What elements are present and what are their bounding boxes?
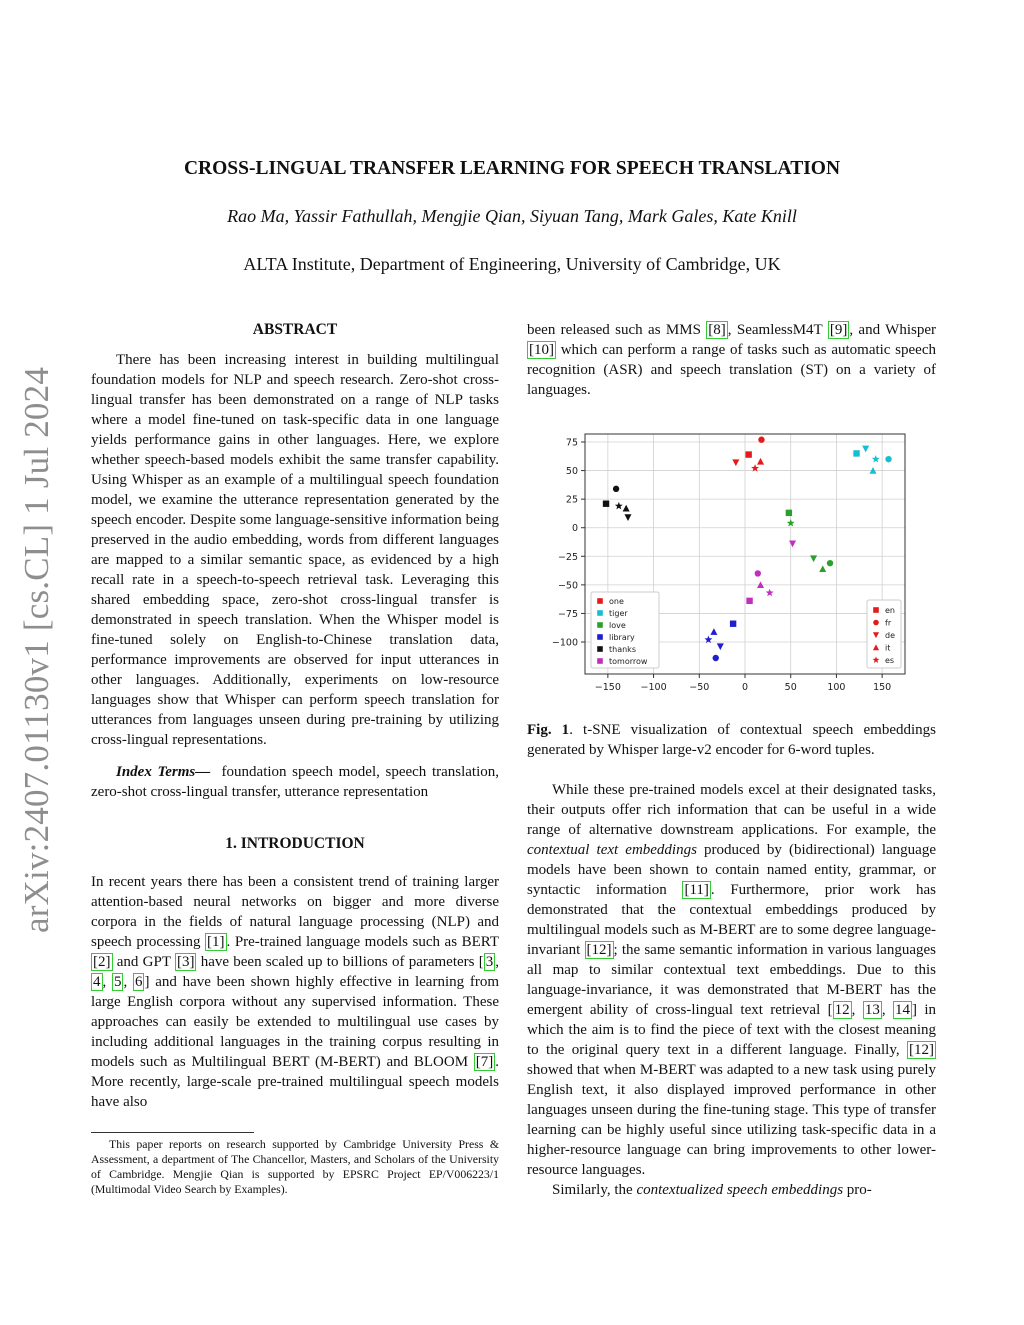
citation-link[interactable]: 12 — [834, 1002, 850, 1018]
point-library-fr — [713, 655, 719, 661]
y-tick-label: −100 — [551, 637, 578, 649]
citation-link[interactable]: [12] — [586, 942, 612, 958]
legend-label-fr: fr — [885, 618, 892, 628]
point-tiger-fr — [885, 456, 891, 462]
x-tick-label: −50 — [689, 682, 710, 693]
intro-heading: 1. INTRODUCTION — [225, 835, 365, 852]
citation-link[interactable]: [3] — [176, 954, 195, 970]
legend-label-tomorrow: tomorrow — [609, 657, 648, 666]
x-tick-label: 150 — [873, 682, 892, 693]
figure-caption: Fig. 1. t-SNE visualization of contextual speech embeddings generated by Whisper large-v2 encoder for 6-word tuples. — [527, 722, 936, 758]
x-tick-label: 50 — [784, 682, 797, 693]
legend-swatch-tiger — [597, 610, 603, 616]
y-tick-label: 25 — [565, 494, 578, 506]
point-one-en — [745, 451, 751, 457]
footnote-divider — [91, 1132, 254, 1133]
paper-affiliation: ALTA Institute, Department of Engineering, University of Cambridge, UK — [243, 254, 781, 274]
right-paragraph-2: Similarly, the contextualized speech embeddings pro- — [552, 1182, 872, 1198]
abstract-heading: ABSTRACT — [252, 321, 338, 338]
point-thanks-fr — [613, 486, 619, 492]
citation-link[interactable]: 13 — [864, 1002, 880, 1018]
abstract-text: There has been increasing interest in building multilingual foundation models for NLP and speech research. Zero-shot cross-lingual transfer has been demonstrated on a range of NLP tasks where a model fine-tuned on task-specific data in one language yields performance gains in other languages. Here, we explore whether speech-based models exhibit the same transfer capability. Using Whisper as an example of a multilingual speech foundation model, we examine the utterance representation generated by the speech encoder. Despite some language-sensitive information being preserved in the audio embedding, words from different languages are mapped to a similar semantic space, as evidenced by a high recall rate in a speech-to-speech retrieval task. Leveraging this shared embedding space, zero-shot cross-lingual transfer is demonstrated in speech translation. When the Whisper model is fine-tuned solely on English-to-Chinese translation data, performance improvements are observed for input utterances in other languages. Additionally, experiments on low-resource languages show that Whisper can perform speech translation for utterances from languages unseen during pre-training by utilizing cross-lingual representations. — [91, 352, 499, 748]
point-tomorrow-en — [746, 598, 752, 604]
legend-marker-fr — [873, 620, 879, 626]
legend-swatch-tomorrow — [597, 658, 603, 664]
caption-label: Fig. 1 — [527, 722, 570, 738]
legend-label-love: love — [609, 621, 626, 630]
citation-link[interactable]: 14 — [894, 1002, 910, 1018]
legend-languages — [867, 600, 901, 668]
point-library-en — [730, 621, 736, 627]
legend-label-it: it — [885, 643, 891, 653]
tsne-scatter-plot — [527, 424, 936, 714]
x-tick-label: 100 — [827, 682, 846, 693]
left-column — [91, 320, 499, 1197]
footnote: This paper reports on research supported by Cambridge University Press & Assessment, a department of The Chancellor, Masters, and Scholars of the University of Cambridge. Mengjie Qian is supported by EPSRC Project EP/V006223/1 (Multimodal Video Search by Examples). — [91, 1137, 499, 1196]
citation-link[interactable]: [2] — [93, 954, 111, 970]
x-tick-label: −100 — [640, 682, 667, 693]
citation-link[interactable]: [12] — [909, 1042, 934, 1058]
arxiv-stamp — [14, 366, 60, 934]
intro-paragraph: In recent years there has been a consistent trend of training larger attention-based neural networks on bigger and more diverse corpora in the fields of natural language processing (NLP) and speech processing [1] . Pre-trained language models such as BERT [2] and GPT [3] have been scaled up to billions of parameters [ 3 , 4 , 5 , 6 ] and have been shown highly effective in learning from large English corpora without any supervised information. These approaches can easily be extended to multilingual use cases by including additional languages in the training corpus resulting in models such as Multilingual BERT (M-BERT) and BLOOM [7] . More recently, large-scale pre-trained multilingual speech models have also — [91, 874, 499, 1110]
legend-marker-en — [873, 607, 879, 613]
legend-swatch-thanks — [597, 646, 603, 652]
citation-link[interactable]: [9] — [829, 322, 848, 338]
x-tick-label: 0 — [741, 682, 749, 693]
point-love-fr — [827, 560, 833, 566]
legend-label-es: es — [885, 656, 895, 665]
arxiv-id: arXiv:2407.01130v1 [cs.CL] 1 Jul 2024 — [17, 366, 56, 934]
point-tiger-en — [853, 450, 859, 456]
right-column — [527, 320, 936, 1200]
intro-continued: been released such as MMS [8] , SeamlessM4T [9] , and Whisper [10] which can perform a range of tasks such as automatic speech recognition (ASR) and speech translation (ST) on a variety of languages. — [527, 322, 936, 398]
citation-link[interactable]: [11] — [684, 882, 709, 898]
legend-label-de: de — [885, 631, 895, 640]
legend-label-thanks: thanks — [609, 645, 636, 654]
point-thanks-en — [603, 501, 609, 507]
citation-link[interactable]: 5 — [113, 974, 122, 990]
y-tick-label: 75 — [565, 437, 578, 449]
index-terms-text: foundation speech model, speech translation, zero-shot cross-lingual transfer, utterance representation — [91, 764, 500, 800]
legend-swatch-love — [597, 622, 603, 628]
citation-link[interactable]: 6 — [134, 974, 143, 990]
point-tomorrow-fr — [755, 570, 761, 576]
legend-words — [591, 592, 659, 668]
paper-authors: Rao Ma, Yassir Fathullah, Mengjie Qian, Siyuan Tang, Mark Gales, Kate Knill — [227, 206, 797, 226]
legend-label-library: library — [609, 633, 635, 642]
legend-swatch-library — [597, 634, 603, 640]
right-paragraph-1: While these pre-trained models excel at their designated tasks, their outputs offer rich information that can be useful in a wide range of alternative downstream applications. For example, the contextual text embeddings produced by (bidirectional) language models have been shown to contain named entity, grammar, or syntactic information [11] . Furthermore, prior work has demonstrated that the contextual embeddings produced by multilingual models such as M-BERT are to some degree language-invariant [12] ; the same semantic information in various languages all map to similar contextual text embeddings. Due to this language-invariance, it was demonstrated that M-BERT has the emergent ability of cross-lingual text retrieval [ 12 , 13 , 14 ] in which the aim is to find the piece of text with the closest meaning to the original query text in a different language. Finally, [12] showed that when M-BERT was adapted to a new task using purely English text, it also displayed improved performance in other languages unseen during the fine-tuning stage. This type of transfer learning can be highly useful since utilizing task-specific data in a higher-resource language can bring improvements to other lower-resource languages. — [527, 782, 937, 1178]
citation-link[interactable]: [7] — [475, 1054, 494, 1070]
index-terms-label: Index Terms— — [116, 764, 211, 780]
citation-link[interactable]: [8] — [708, 322, 726, 338]
citation-link[interactable]: 3 — [485, 954, 494, 970]
legend-label-en: en — [885, 606, 895, 615]
index-terms — [91, 762, 499, 802]
figure-1 — [527, 424, 936, 714]
legend-swatch-one — [597, 598, 603, 604]
y-tick-label: 0 — [571, 523, 578, 535]
paper-title: CROSS-LINGUAL TRANSFER LEARNING FOR SPEECH TRANSLATION — [183, 158, 841, 179]
x-tick-label: −150 — [594, 682, 621, 693]
point-love-en — [786, 510, 792, 516]
citation-link[interactable]: 4 — [93, 974, 101, 990]
y-tick-label: −50 — [557, 580, 578, 592]
point-one-fr — [758, 437, 764, 443]
legend-label-one: one — [609, 597, 624, 606]
y-tick-label: −25 — [557, 551, 578, 563]
legend-langs-box — [867, 600, 901, 668]
citation-link[interactable]: [10] — [529, 342, 554, 358]
legend-label-tiger: tiger — [609, 609, 628, 618]
y-tick-label: −75 — [557, 608, 578, 620]
citation-link[interactable]: [1] — [207, 934, 225, 950]
y-tick-label: 50 — [565, 466, 578, 478]
